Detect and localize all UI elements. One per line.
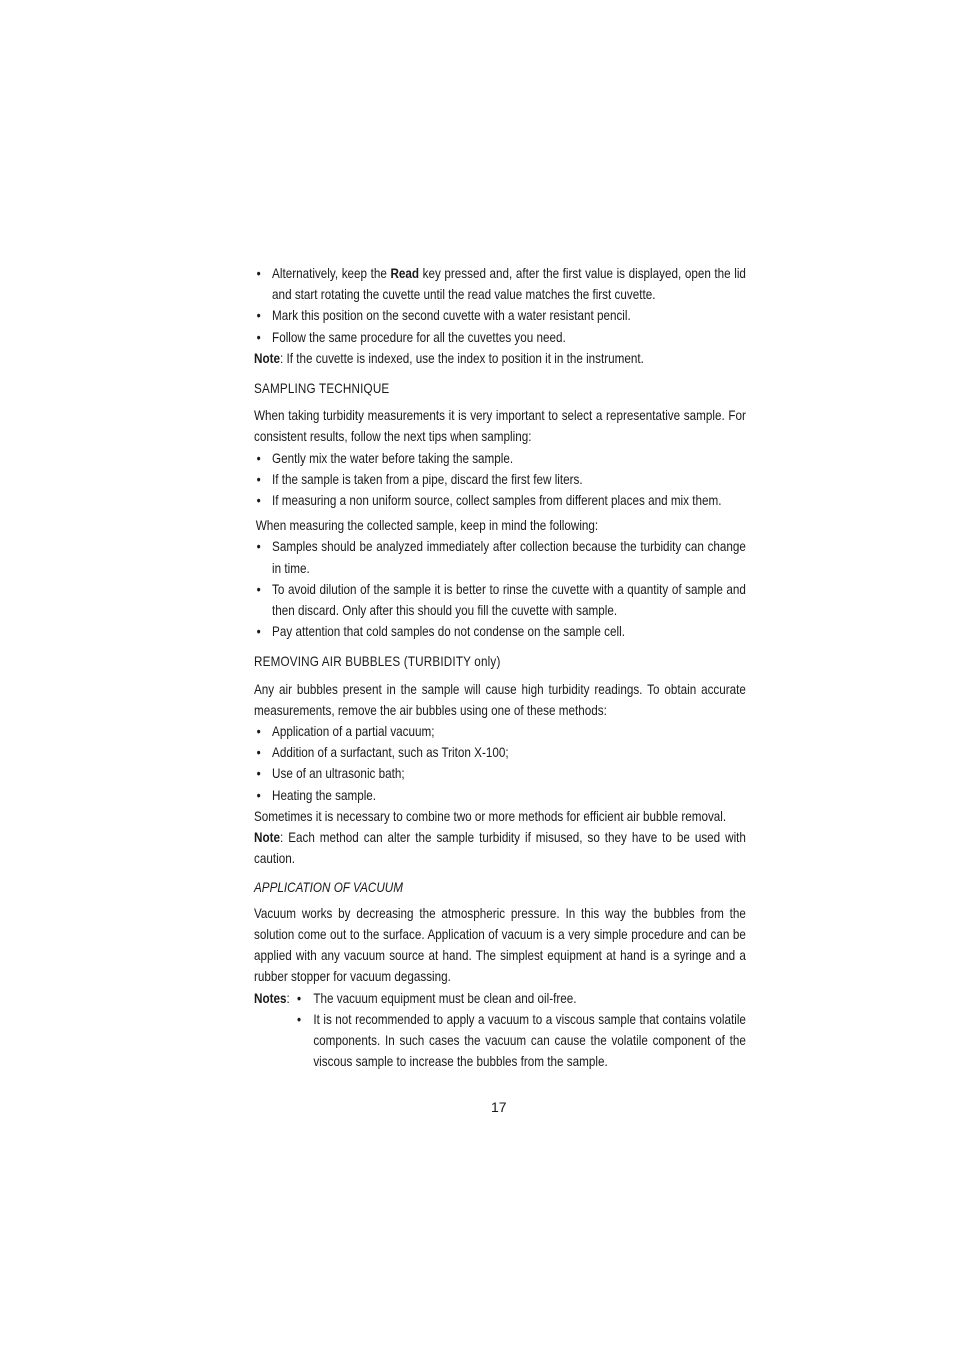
notes-item — [254, 1009, 746, 1073]
bullet: • — [297, 1011, 302, 1027]
subsection-heading-vacuum: APPLICATION OF VACUUM — [254, 880, 403, 896]
page-number: 17 — [491, 1099, 507, 1115]
notes-label-text: Notes — [254, 990, 287, 1006]
list-item-text: Alternatively, keep the — [272, 266, 391, 281]
paragraph: Sometimes it is necessary to combine two or more methods for efficient air bubble removal. — [254, 808, 727, 824]
bullet: • — [297, 990, 302, 1006]
list-item: • Mark this position on the second cuvette with a water resistant pencil. — [254, 305, 746, 326]
note-paragraph — [254, 827, 746, 869]
list-item: • To avoid dilution of the sample it is better to rinse the cuvette with a quantity of sample and then discard. Only after this should you fill the cuvette with sample. — [254, 579, 746, 621]
notes-label: Notes: — [254, 990, 290, 1006]
list-item: • Use of an ultrasonic bath; — [254, 763, 746, 784]
note-label: Note — [254, 350, 280, 366]
list-item: • Application of a partial vacuum; — [254, 721, 746, 742]
paragraph: Any air bubbles present in the sample will cause high turbidity readings. To obtain accurate measurements, remove the air bubbles using one of these methods: — [254, 681, 746, 718]
list-item: • If the sample is taken from a pipe, discard the first few liters. — [254, 469, 746, 490]
list-item: • Heating the sample. — [254, 785, 746, 806]
notes-item — [254, 988, 746, 1009]
section-heading-bubbles: REMOVING AIR BUBBLES (TURBIDITY only) — [254, 654, 501, 670]
list-item: • Samples should be analyzed immediately after collection because the turbidity can change in time. — [254, 536, 746, 578]
notes-item-text: It is not recommended to apply a vacuum to a viscous sample that contains volatile components. In such cases the vacuum can cause the volatile component of the viscous sample to increase the bubbles from the sample. — [313, 1011, 746, 1070]
notes-block — [254, 988, 746, 1073]
section-heading-sampling: SAMPLING TECHNIQUE — [254, 381, 390, 397]
manual-page-body — [254, 263, 746, 1072]
read-key-label: Read — [390, 266, 420, 281]
paragraph: When taking turbidity measurements it is very important to select a representative sample. For consistent results, follow the next tips when sampling: — [254, 408, 746, 445]
note-text: : Each method can alter the sample turbidity if misused, so they have to be used with caution. — [254, 830, 746, 867]
paragraph: Vacuum works by decreasing the atmospheric pressure. In this way the bubbles from the solution come out to the surface. Application of vacuum is a very simple procedure and can be applied with any vacuum source at hand. The simplest equipment at hand is a syringe and a rubber stopper for vacuum degassing. — [254, 905, 746, 985]
list-item — [254, 263, 746, 305]
paragraph: When measuring the collected sample, keep in mind the following: — [255, 518, 599, 534]
list-item: • If measuring a non uniform source, collect samples from different places and mix them. — [254, 490, 746, 511]
list-item: • Addition of a surfactant, such as Triton X-100; — [254, 742, 746, 763]
list-item: • Pay attention that cold samples do not condense on the sample cell. — [254, 621, 746, 642]
note-label: Note — [254, 830, 280, 846]
note-text: : If the cuvette is indexed, use the index to position it in the instrument. — [279, 350, 644, 366]
note-paragraph — [254, 348, 746, 369]
list-item-text: key pressed and, after the first value is displayed, open the lid and start rotating the cuvette until the read value matches the first cuvette. — [272, 266, 746, 303]
notes-item-text: The vacuum equipment must be clean and oil-free. — [313, 990, 577, 1006]
list-item: • Gently mix the water before taking the sample. — [254, 448, 746, 469]
list-item: • Follow the same procedure for all the cuvettes you need. — [254, 327, 746, 348]
